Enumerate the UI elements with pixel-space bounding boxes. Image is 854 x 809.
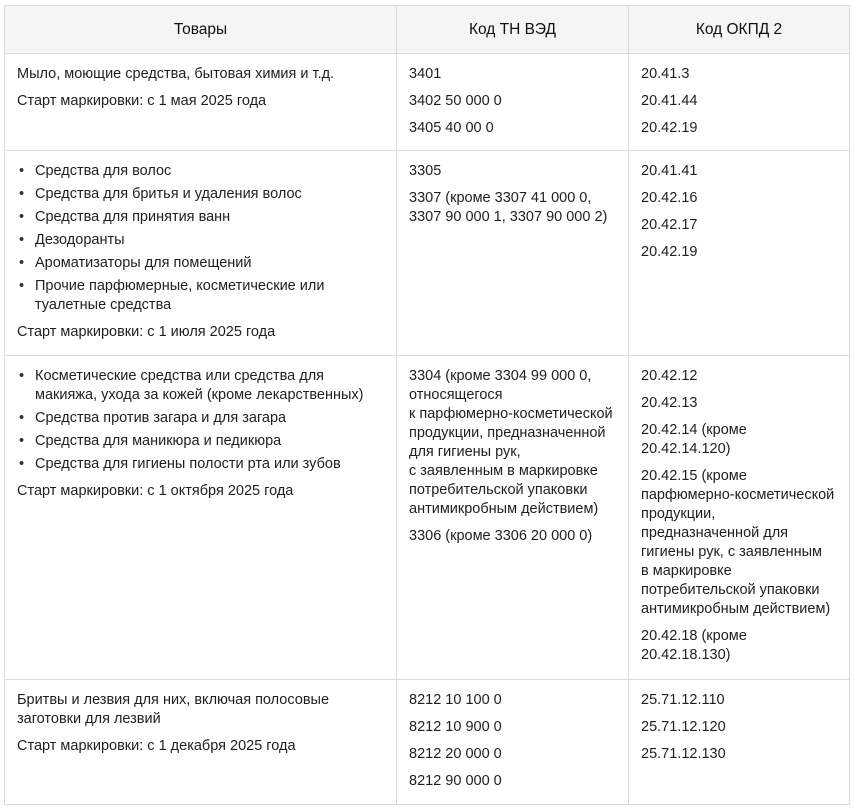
goods-cell — [5, 151, 397, 356]
tnved-code: 8212 90 000 0 — [409, 773, 502, 789]
goods-list-item: • Средства для принятия ванн — [17, 208, 384, 227]
okpd-code: 20.42.19 — [641, 120, 698, 136]
tnved-code: 3306 (кроме 3306 20 000 0) — [409, 528, 593, 544]
table-row — [5, 356, 850, 680]
header-goods: Товары — [5, 6, 397, 54]
table-row — [5, 54, 850, 151]
okpd-code: 25.71.12.130 — [641, 746, 726, 762]
okpd-code: 20.42.19 — [641, 244, 698, 260]
tnved-code: 8212 10 100 0 — [409, 692, 502, 708]
okpd-code: 20.42.13 — [641, 395, 698, 411]
table-body — [5, 54, 850, 805]
tnved-cell — [397, 680, 629, 805]
okpd-cell — [629, 680, 850, 805]
okpd-code: 20.41.3 — [641, 66, 690, 82]
tnved-code: 3405 40 00 0 — [409, 120, 494, 136]
okpd-code: 25.71.12.120 — [641, 719, 726, 735]
tnved-code: 8212 10 900 0 — [409, 719, 502, 735]
goods-text: Бритвы и лезвия для них, включая полосовые заготовки для лезвий — [17, 692, 330, 727]
okpd-code: 20.42.18 (кроме 20.42.18.130) — [641, 628, 747, 663]
goods-list-item: • Средства против загара и для загара — [17, 409, 384, 428]
table-row — [5, 151, 850, 356]
tnved-cell — [397, 151, 629, 356]
marking-start-text: Старт маркировки: с 1 мая 2025 года — [17, 93, 267, 109]
goods-list-item: • Дезодоранты — [17, 231, 384, 250]
goods-list-item: • Ароматизаторы для помещений — [17, 254, 384, 273]
okpd-code: 20.42.14 (кроме 20.42.14.120) — [641, 422, 747, 457]
tnved-code: 3305 — [409, 163, 442, 179]
tnved-cell — [397, 356, 629, 680]
goods-list-item: • Средства для маникюра и педикюра — [17, 432, 384, 451]
goods-list-item: • Средства для бритья и удаления волос — [17, 185, 384, 204]
okpd-code: 20.42.16 — [641, 190, 698, 206]
goods-list-item: • Средства для волос — [17, 162, 384, 181]
okpd-code: 25.71.12.110 — [641, 692, 725, 708]
okpd-code: 20.41.41 — [641, 163, 698, 179]
tnved-code: 3401 — [409, 66, 442, 82]
goods-cell — [5, 54, 397, 151]
marking-table — [4, 5, 850, 805]
tnved-code: 3307 (кроме 3307 41 000 0, 3307 90 000 1, 3307 90 000 2) — [409, 190, 608, 225]
goods-list-item: • Косметические средства или средства для макияжа, ухода за кожей (кроме лекарственных) — [17, 367, 384, 405]
goods-list-item: • Прочие парфюмерные, косметические или туалетные средства — [17, 277, 384, 315]
tnved-code: 3402 50 000 0 — [409, 93, 502, 109]
tnved-code: 8212 20 000 0 — [409, 746, 502, 762]
okpd-code: 20.41.44 — [641, 93, 698, 109]
header-okpd: Код ОКПД 2 — [629, 6, 850, 54]
goods-list — [17, 162, 384, 315]
header-row — [5, 6, 850, 54]
marking-start-text: Старт маркировки: с 1 октября 2025 года — [17, 483, 294, 499]
marking-start-text: Старт маркировки: с 1 июля 2025 года — [17, 324, 276, 340]
okpd-code: 20.42.12 — [641, 368, 698, 384]
table-row — [5, 680, 850, 805]
goods-list — [17, 367, 384, 474]
marking-start-text: Старт маркировки: с 1 декабря 2025 года — [17, 738, 296, 754]
okpd-code: 20.42.17 — [641, 217, 698, 233]
okpd-cell — [629, 54, 850, 151]
goods-list-item: • Средства для гигиены полости рта или зубов — [17, 455, 384, 474]
tnved-cell — [397, 54, 629, 151]
okpd-cell — [629, 356, 850, 680]
goods-cell — [5, 680, 397, 805]
goods-cell — [5, 356, 397, 680]
okpd-code: 20.42.15 (кроме парфюмерно-косметической продукции, предназначенной для гигиены рук, с заявленным в маркировке потребительской упаковки антимикробным действием) — [641, 468, 835, 617]
okpd-cell — [629, 151, 850, 356]
tnved-code: 3304 (кроме 3304 99 000 0, относящегося к парфюмерно-косметической продукции, предназначенной для гигиены рук, с заявленным в маркировке потребительской упаковки антимикробным действием) — [409, 368, 613, 517]
goods-text: Мыло, моющие средства, бытовая химия и т.д. — [17, 66, 335, 82]
header-tnved: Код ТН ВЭД — [397, 6, 629, 54]
